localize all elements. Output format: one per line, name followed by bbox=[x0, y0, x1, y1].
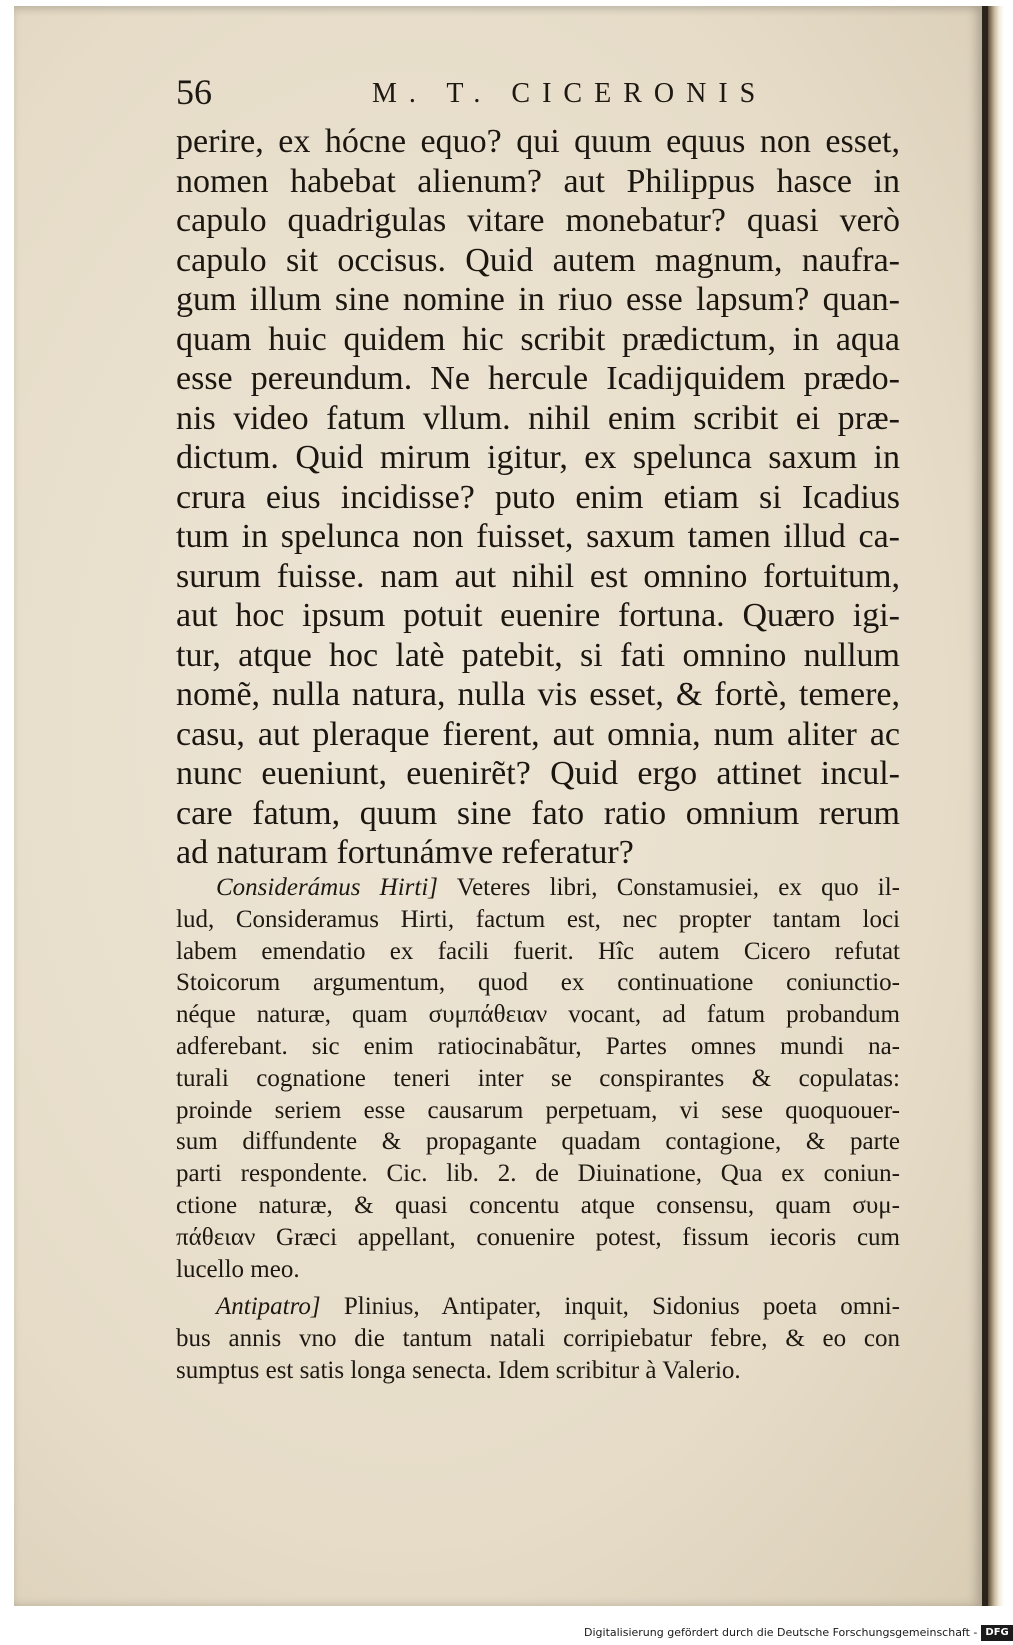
note-line bbox=[176, 1291, 900, 1323]
text-line: ad naturam fortunámve referatur? bbox=[176, 834, 634, 871]
note-text: Veteres libri, Constamusiei, ex quo il- bbox=[438, 874, 900, 901]
note-line: labem emendatio ex facili fuerit. Hîc autem Cicero refutat bbox=[176, 937, 900, 965]
text-line: nunc eueniunt, euenirẽt? Quid ergo attinet incul- bbox=[176, 755, 900, 792]
text-line: dictum. Quid mirum igitur, ex spelunca saxum in bbox=[176, 439, 900, 476]
text-line: perire, ex hócne equo? qui quum equus non esset, bbox=[176, 123, 900, 160]
main-text bbox=[176, 122, 900, 873]
text-line: nomẽ, nulla natura, nulla vis esset, & fortè, temere, bbox=[176, 676, 900, 713]
note-line: bus annis vno die tantum natali corripiebatur febre, & eo con bbox=[176, 1325, 900, 1353]
text-line: nomen habebat alienum? aut Philippus hasce in bbox=[176, 162, 900, 200]
note-line: πάθειαν Græci appellant, conuenire potest, fissum iecoris cum bbox=[176, 1223, 900, 1251]
note-text: Plinius, Antipater, inquit, Sidonius poeta omni- bbox=[320, 1293, 900, 1321]
text-line: surum fuisse. nam aut nihil est omnino fortuitum, bbox=[176, 557, 900, 595]
text-line: aut hoc ipsum potuit euenire fortuna. Quæro igi- bbox=[176, 597, 900, 634]
credit-text: Digitalisierung gefördert durch die Deutsche Forschungsgemeinschaft - bbox=[584, 1626, 978, 1639]
note-line: sumptus est satis longa senecta. Idem scribitur à Valerio. bbox=[176, 1356, 741, 1384]
note-line: ctione naturæ, & quasi concentu atque consensu, quam συμ- bbox=[176, 1191, 900, 1219]
text-line: capulo sit occisus. Quid autem magnum, naufra- bbox=[176, 241, 900, 279]
note-line: lucello meo. bbox=[176, 1255, 300, 1283]
note-line: lud, Consideramus Hirti, factum est, nec propter tantam loci bbox=[176, 905, 900, 933]
text-line: capulo quadrigulas vitare monebatur? quasi verò bbox=[176, 202, 900, 239]
note-lemma: Antipatro] bbox=[216, 1293, 321, 1321]
text-line: crura eius incidisse? puto enim etiam si Icadius bbox=[176, 478, 900, 516]
note-lemma: Considerámus Hirti] bbox=[216, 874, 439, 901]
note-line: proinde seriem esse causarum perpetuam, vi sese quoquouer- bbox=[176, 1096, 900, 1124]
text-line: tur, atque hoc latè patebit, si fati omnino nullum bbox=[176, 636, 900, 674]
commentary-notes bbox=[176, 872, 900, 1393]
text-line: esse pereundum. Ne hercule Icadijquidem prædo- bbox=[176, 360, 900, 397]
note-antipatro bbox=[176, 1291, 900, 1386]
page-number: 56 bbox=[176, 72, 212, 112]
note-line: néque naturæ, quam συμπάθειαν vocant, ad fatum probandum bbox=[176, 1001, 900, 1029]
note-line: parti respondente. Cic. lib. 2. de Diuinatione, Qua ex coniun- bbox=[176, 1160, 900, 1188]
dfg-logo: DFG bbox=[981, 1625, 1012, 1641]
note-considerámus bbox=[176, 872, 900, 1285]
page-header bbox=[176, 70, 776, 114]
note-line: turali cognatione teneri inter se conspirantes & copulatas: bbox=[176, 1064, 900, 1092]
text-line: quam huic quidem hic scribit prædictum, in aqua bbox=[176, 320, 900, 358]
note-line bbox=[176, 872, 900, 904]
note-line: sum diffundente & propagante quadam contagione, & parte bbox=[176, 1128, 900, 1156]
text-line: gum illum sine nomine in riuo esse lapsum? quan- bbox=[176, 281, 900, 318]
text-line: tum in spelunca non fuisset, saxum tamen illud ca- bbox=[176, 518, 900, 555]
text-line: nis video fatum vllum. nihil enim scribit ei præ- bbox=[176, 399, 900, 437]
note-line: Stoicorum argumentum, quod ex continuatione coniunctio- bbox=[176, 969, 900, 997]
page-edge bbox=[988, 6, 1004, 1606]
digitization-credit bbox=[584, 1623, 1009, 1643]
running-title: M. T. CICERONIS bbox=[372, 78, 768, 109]
note-line: adferebant. sic enim ratiocinabãtur, Partes omnes mundi na- bbox=[176, 1032, 900, 1060]
text-line: casu, aut pleraque fierent, aut omnia, num aliter ac bbox=[176, 715, 900, 753]
text-line: care fatum, quum sine fato ratio omnium rerum bbox=[176, 794, 900, 832]
